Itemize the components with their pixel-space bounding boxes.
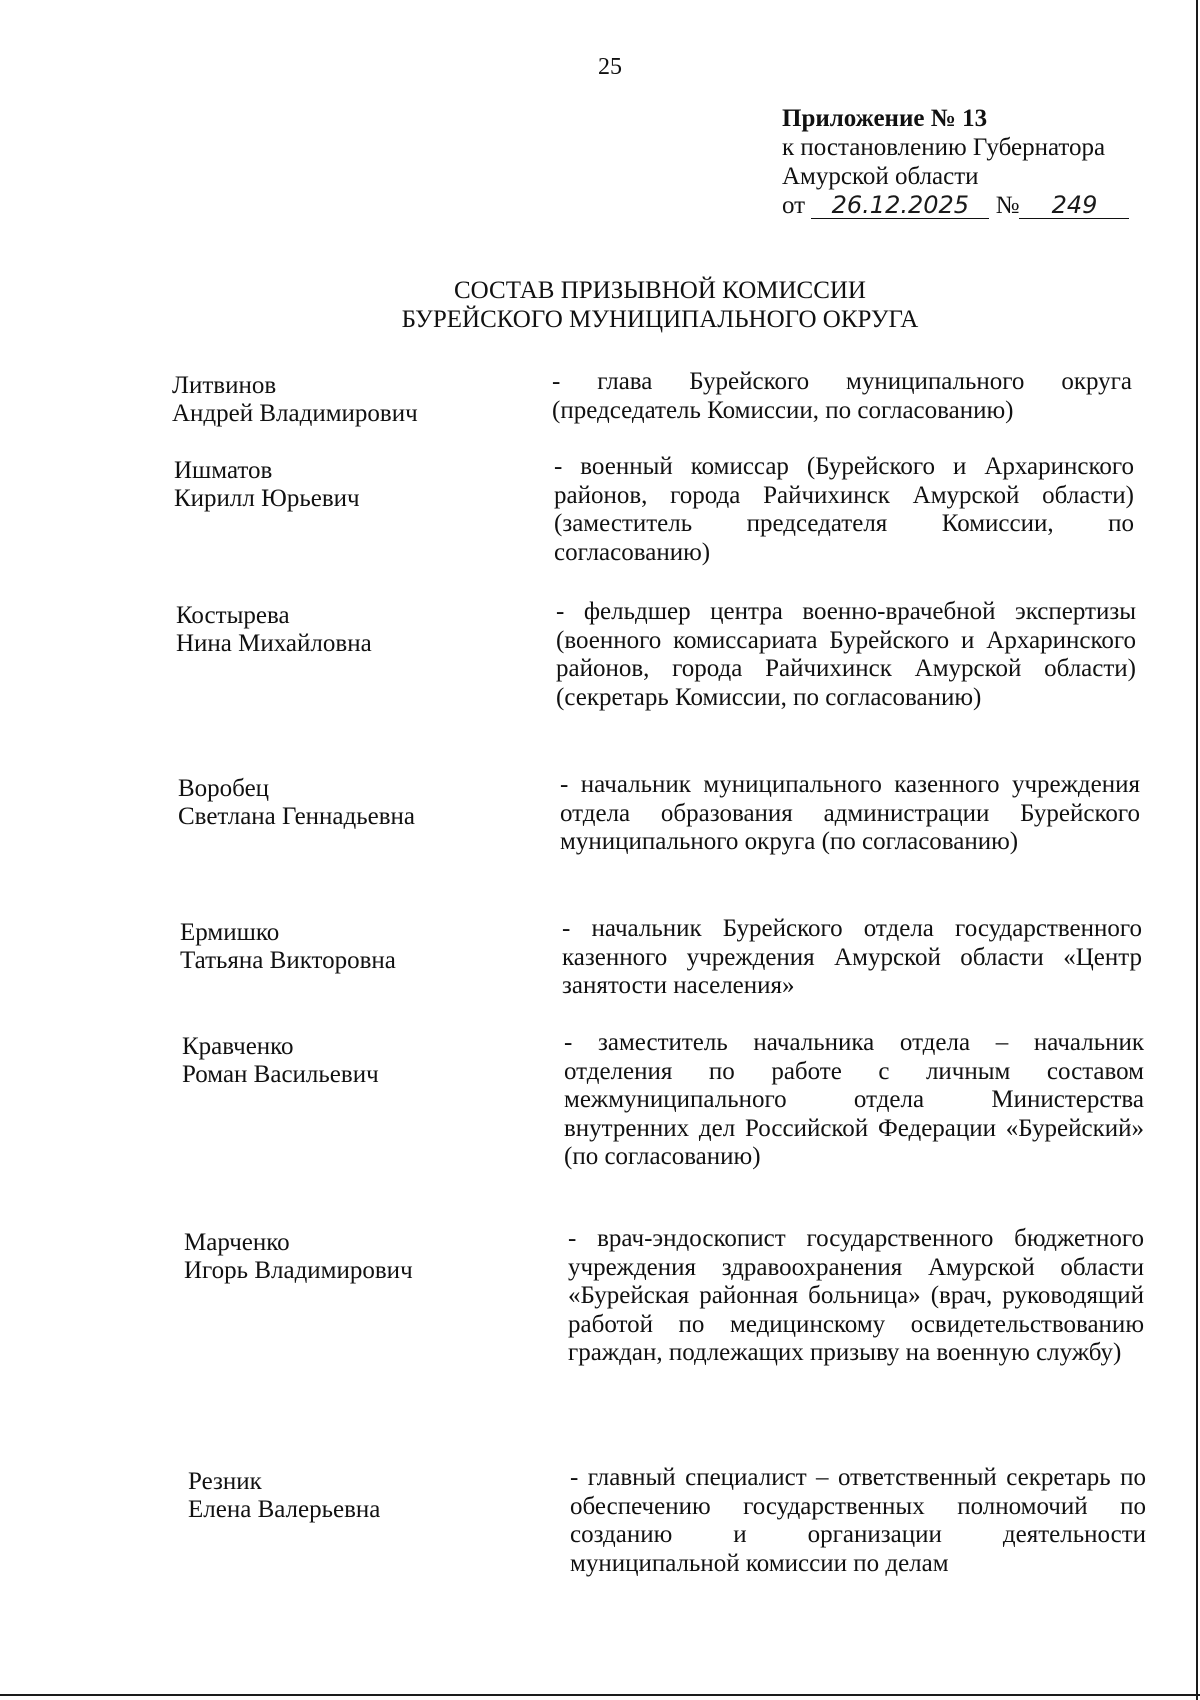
member-name [184,1229,413,1285]
page-number: 25 [598,54,622,80]
appendix-block [782,104,1142,220]
scan-edge-right [1196,0,1198,1700]
member-role: - фельдшер центра военно-врачебной экспертизы (военного комиссариата Бурейского и Архаринского районов, города Райчихинск Амурской области) (секретарь Комиссии, по согласованию) [556,598,1136,711]
member-role: - начальник Бурейского отдела государственного казенного учреждения Амурской области «Центр занятости населения» [562,915,1142,999]
member-given-name: Андрей Владимирович [172,400,418,427]
member-given-name: Нина Михайловна [176,630,372,657]
member-name [178,775,415,831]
member-role: - глава Бурейского муниципального округа (председатель Комиссии, по согласованию) [552,368,1132,424]
member-surname: Литвинов [172,372,277,399]
member-surname: Ишматов [174,457,273,484]
member-surname: Воробец [178,775,270,802]
member-given-name: Елена Валерьевна [188,1496,381,1523]
date-prefix: от [782,192,806,219]
member-surname: Костырева [176,602,290,629]
member-name [176,602,372,658]
member-given-name: Роман Васильевич [182,1061,379,1088]
member-surname: Ермишко [180,919,280,946]
scan-edge-bottom [0,1694,1200,1696]
handwritten-number: 249 [1019,192,1129,219]
member-surname: Кравченко [182,1033,294,1060]
appendix-title: Приложение № 13 [782,105,988,132]
member-name [188,1468,380,1524]
appendix-line-3: Амурской области [782,163,979,190]
member-role: - заместитель начальника отдела – начальник отделения по работе с личным составом межмуниципального отдела Министерства внутренних дел Российской Федерации «Бурейский» (по согласованию) [564,1029,1144,1170]
member-role: - военный комиссар (Бурейского и Архаринского районов, города Райчихинск Амурской области) (заместитель председателя Комиссии, по согласованию) [554,453,1134,566]
member-surname: Марченко [184,1229,290,1256]
appendix-date-line [782,191,1142,220]
member-given-name: Татьяна Викторовна [180,947,396,974]
heading-line-2: БУРЕЙСКОГО МУНИЦИПАЛЬНОГО ОКРУГА [401,306,919,333]
member-name [182,1033,379,1089]
handwritten-date: 26.12.2025 [811,192,989,219]
member-role: - врач-эндоскопист государственного бюджетного учреждения здравоохранения Амурской области «Бурейская районная больница» (врач, руководящий работой по медицинскому освидетельствованию граждан, подлежащих призыву на военную службу) [568,1225,1144,1366]
document-heading [300,276,1020,334]
heading-line-1: СОСТАВ ПРИЗЫВНОЙ КОМИССИИ [454,277,866,304]
member-given-name: Кирилл Юрьевич [174,485,360,512]
member-given-name: Игорь Владимирович [184,1257,413,1284]
appendix-line-2: к постановлению Губернатора [782,134,1106,161]
member-surname: Резник [188,1468,262,1495]
member-name [174,457,360,513]
member-role: - начальник муниципального казенного учреждения отдела образования администрации Бурейского муниципального округа (по согласованию) [560,771,1140,855]
number-prefix: № [995,192,1020,219]
member-name [172,372,418,428]
member-role: - главный специалист – ответственный секретарь по обеспечению государственных полномочий по созданию и организации деятельности муниципальной комиссии по делам [570,1464,1146,1577]
member-name [180,919,396,975]
member-given-name: Светлана Геннадьевна [178,803,416,830]
